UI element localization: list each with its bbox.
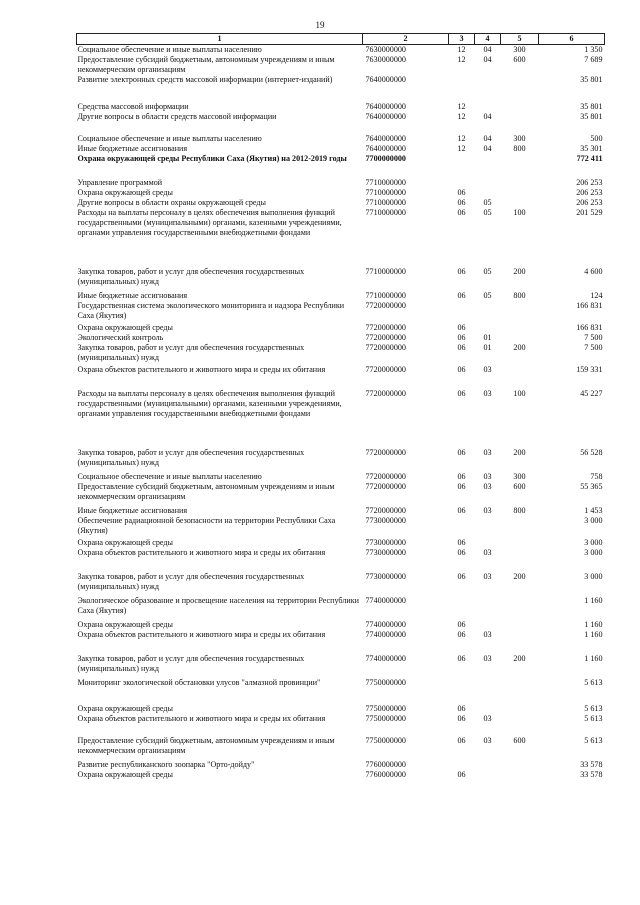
row-expense-type: 800 [513, 144, 526, 153]
row-code: 7720000000 [365, 323, 406, 332]
row-code: 7750000000 [365, 704, 406, 713]
header-col-3: 3 [449, 34, 475, 45]
row-section: 06 [457, 198, 466, 207]
table-row [77, 472, 605, 482]
row-name: Социальное обеспечение и иные выплаты населению [77, 134, 262, 143]
row-code: 7700000000 [365, 154, 406, 163]
row-section: 06 [457, 343, 466, 352]
row-expense-type [501, 365, 539, 389]
row-subsection: 03 [483, 506, 492, 515]
row-amount: 206 253 [576, 198, 603, 207]
row-expense-type: 800 [513, 291, 526, 300]
row-code: 7720000000 [365, 482, 406, 491]
row-expense-type [501, 704, 539, 714]
table-row [77, 144, 605, 154]
row-section: 06 [457, 630, 466, 639]
table-row [77, 112, 605, 134]
row-amount: 55 365 [580, 482, 603, 491]
row-subsection: 03 [483, 714, 492, 723]
table-row [77, 102, 605, 112]
row-subsection [475, 188, 501, 198]
header-col-4: 4 [475, 34, 501, 45]
row-name: Охрана окружающей среды Республики Саха (Якутия) на 2012-2019 годы [77, 154, 347, 163]
row-expense-type [501, 620, 539, 630]
row-code: 7640000000 [365, 102, 406, 111]
row-amount: 1 160 [584, 620, 603, 629]
row-expense-type: 200 [513, 343, 526, 352]
row-code: 7720000000 [365, 301, 406, 310]
row-subsection: 03 [483, 389, 492, 398]
row-code: 7750000000 [365, 714, 406, 723]
table-row [77, 323, 605, 333]
row-subsection: 03 [483, 736, 492, 745]
row-section: 06 [457, 323, 466, 332]
row-section [449, 678, 475, 704]
row-subsection [475, 770, 501, 780]
row-amount: 5 613 [584, 736, 603, 745]
row-section: 06 [457, 333, 466, 342]
table-row [77, 714, 605, 736]
row-amount: 33 578 [580, 770, 603, 779]
row-expense-type [501, 75, 539, 102]
row-name: Охрана объектов растительного и животного мира и среды их обитания [77, 548, 326, 557]
row-subsection [475, 178, 501, 188]
row-code: 7750000000 [365, 736, 406, 745]
row-section [449, 301, 475, 323]
row-name: Закупка товаров, работ и услуг для обеспечения государственных (муниципальных) нужд [77, 654, 305, 673]
row-code: 7720000000 [365, 389, 406, 398]
row-subsection: 04 [483, 55, 492, 64]
header-col-6: 6 [539, 34, 605, 45]
table-row [77, 198, 605, 208]
row-name: Охрана окружающей среды [77, 770, 173, 779]
table-row [77, 516, 605, 538]
row-name: Охрана окружающей среды [77, 323, 173, 332]
row-name: Средства массовой информации [77, 102, 189, 111]
row-expense-type [501, 538, 539, 548]
row-amount: 7 500 [584, 333, 603, 342]
row-name: Экологическое образование и просвещение населения на территории Республики Саха (Якутия) [77, 596, 359, 615]
row-amount: 3 000 [584, 572, 603, 581]
table-row [77, 678, 605, 704]
row-section: 12 [457, 144, 466, 153]
row-amount: 35 801 [580, 75, 603, 84]
row-subsection: 04 [483, 112, 492, 121]
row-section [449, 75, 475, 102]
row-name: Закупка товаров, работ и услуг для обеспечения государственных (муниципальных) нужд [77, 572, 305, 591]
row-section: 06 [457, 770, 466, 779]
row-name: Другие вопросы в области средств массовой информации [77, 112, 277, 121]
row-subsection [475, 678, 501, 704]
table-row [77, 482, 605, 506]
row-amount: 159 331 [576, 365, 603, 374]
row-section: 12 [457, 45, 466, 54]
row-name: Охрана окружающей среды [77, 538, 173, 547]
row-expense-type: 800 [513, 506, 526, 515]
table-row [77, 548, 605, 572]
row-name: Охрана окружающей среды [77, 704, 173, 713]
row-section: 06 [457, 538, 466, 547]
table-row [77, 736, 605, 760]
row-amount: 35 801 [580, 102, 603, 111]
table-row [77, 178, 605, 188]
table-row [77, 333, 605, 343]
row-name: Охрана объектов растительного и животного мира и среды их обитания [77, 630, 326, 639]
row-section [449, 154, 475, 178]
row-subsection: 03 [483, 654, 492, 663]
row-name: Охрана объектов растительного и животного мира и среды их обитания [77, 365, 326, 374]
row-name: Мониторинг экологической обстановки улусов "алмазной провинции" [77, 678, 321, 687]
row-subsection [475, 301, 501, 323]
header-col-1: 1 [77, 34, 363, 45]
row-amount: 758 [590, 472, 603, 481]
row-subsection [475, 75, 501, 102]
row-subsection: 01 [483, 343, 492, 352]
row-name: Расходы на выплаты персоналу в целях обеспечения выполнения функций государственными (муниципальными) органами, казенными учреждениями, органами управления государственными внебюджетными фондами [77, 208, 342, 237]
row-expense-type: 300 [513, 134, 526, 143]
row-code: 7730000000 [365, 516, 406, 525]
row-name: Иные бюджетные ассигнования [77, 144, 188, 153]
row-subsection [475, 704, 501, 714]
row-amount: 1 160 [584, 630, 603, 639]
row-subsection: 05 [483, 267, 492, 276]
row-section [449, 596, 475, 620]
row-section: 12 [457, 102, 466, 111]
row-code: 7720000000 [365, 472, 406, 481]
row-expense-type [501, 178, 539, 188]
row-name: Предоставление субсидий бюджетным, автономным учреждениям и иным некоммерческим организациям [77, 736, 335, 755]
table-row [77, 188, 605, 198]
row-name: Расходы на выплаты персоналу в целях обеспечения выполнения функций государственными (муниципальными) органами, казенными учреждениями, органами управления государственными внебюджетными фондами [77, 389, 342, 418]
table-row [77, 620, 605, 630]
row-code: 7740000000 [365, 654, 406, 663]
row-amount: 772 411 [576, 154, 603, 163]
row-amount: 5 613 [584, 678, 603, 687]
row-section: 12 [457, 55, 466, 64]
row-amount: 1 160 [584, 654, 603, 663]
row-code: 7760000000 [365, 760, 406, 769]
row-amount: 1 160 [584, 596, 603, 605]
row-expense-type [501, 714, 539, 736]
table-row [77, 267, 605, 291]
row-subsection: 03 [483, 448, 492, 457]
row-expense-type [501, 333, 539, 343]
row-amount: 5 613 [584, 714, 603, 723]
table-row [77, 134, 605, 144]
row-section: 12 [457, 134, 466, 143]
row-amount: 5 613 [584, 704, 603, 713]
row-amount: 33 578 [580, 760, 603, 769]
table-row [77, 630, 605, 654]
row-name: Развитие республиканского зоопарка "Орто-дойду" [77, 760, 255, 769]
page-number: 19 [315, 20, 325, 30]
row-code: 7720000000 [365, 343, 406, 352]
row-subsection [475, 323, 501, 333]
row-expense-type: 200 [513, 654, 526, 663]
row-amount: 166 831 [576, 323, 603, 332]
table-row [77, 770, 605, 780]
table-row [77, 389, 605, 448]
row-amount: 35 801 [580, 112, 603, 121]
row-subsection: 03 [483, 572, 492, 581]
row-code: 7720000000 [365, 365, 406, 374]
row-expense-type: 600 [513, 55, 526, 64]
row-subsection [475, 760, 501, 770]
table-row [77, 154, 605, 178]
row-name: Охрана объектов растительного и животного мира и среды их обитания [77, 714, 326, 723]
row-amount: 56 528 [580, 448, 603, 457]
row-section: 06 [457, 291, 466, 300]
table-row [77, 760, 605, 770]
row-code: 7740000000 [365, 620, 406, 629]
row-subsection [475, 596, 501, 620]
row-amount: 124 [590, 291, 603, 300]
row-expense-type [501, 548, 539, 572]
row-expense-type: 200 [513, 572, 526, 581]
row-subsection: 03 [483, 365, 492, 374]
row-amount: 4 600 [584, 267, 603, 276]
row-name: Предоставление субсидий бюджетным, автономным учреждениям и иным некоммерческим организациям [77, 55, 335, 74]
row-name: Иные бюджетные ассигнования [77, 291, 188, 300]
row-section: 06 [457, 620, 466, 629]
row-code: 7630000000 [365, 45, 406, 54]
row-subsection [475, 538, 501, 548]
row-code: 7710000000 [365, 267, 406, 276]
row-subsection: 03 [483, 482, 492, 491]
table-row [77, 506, 605, 516]
table-row [77, 291, 605, 301]
row-code: 7710000000 [365, 188, 406, 197]
row-expense-type: 600 [513, 482, 526, 491]
row-expense-type [501, 102, 539, 112]
row-amount: 500 [590, 134, 603, 143]
row-code: 7730000000 [365, 572, 406, 581]
row-code: 7710000000 [365, 178, 406, 187]
row-section: 06 [457, 506, 466, 515]
row-code: 7760000000 [365, 770, 406, 779]
row-section: 06 [457, 448, 466, 457]
row-name: Развитие электронных средств массовой информации (интернет-изданий) [77, 75, 333, 84]
row-name: Закупка товаров, работ и услуг для обеспечения государственных (муниципальных) нужд [77, 343, 305, 362]
table-row [77, 704, 605, 714]
row-section [449, 178, 475, 188]
table-row [77, 572, 605, 596]
row-name: Социальное обеспечение и иные выплаты населению [77, 45, 262, 54]
row-subsection [475, 154, 501, 178]
row-code: 7750000000 [365, 678, 406, 687]
row-name: Охрана окружающей среды [77, 188, 173, 197]
row-section [449, 760, 475, 770]
table-body [77, 45, 605, 781]
row-expense-type [501, 112, 539, 134]
row-code: 7730000000 [365, 548, 406, 557]
row-code: 7710000000 [365, 198, 406, 207]
row-expense-type [501, 596, 539, 620]
table-row [77, 596, 605, 620]
row-amount: 7 500 [584, 343, 603, 352]
row-name: Обеспечение радиационной безопасности на территории Республики Саха (Якутия) [77, 516, 336, 535]
row-section: 06 [457, 267, 466, 276]
row-expense-type [501, 760, 539, 770]
row-amount: 45 227 [580, 389, 603, 398]
row-expense-type [501, 154, 539, 178]
row-name: Управление программой [77, 178, 163, 187]
row-expense-type [501, 198, 539, 208]
row-expense-type [501, 188, 539, 198]
row-subsection: 05 [483, 208, 492, 217]
row-expense-type: 300 [513, 45, 526, 54]
row-expense-type [501, 323, 539, 333]
row-name: Иные бюджетные ассигнования [77, 506, 188, 515]
row-expense-type [501, 630, 539, 654]
row-subsection: 01 [483, 333, 492, 342]
row-code: 7720000000 [365, 333, 406, 342]
row-code: 7640000000 [365, 75, 406, 84]
row-code: 7630000000 [365, 55, 406, 64]
row-amount: 7 689 [584, 55, 603, 64]
row-subsection: 03 [483, 548, 492, 557]
row-amount: 3 000 [584, 538, 603, 547]
row-subsection: 04 [483, 144, 492, 153]
table-row [77, 45, 605, 56]
row-section: 06 [457, 704, 466, 713]
row-section: 06 [457, 188, 466, 197]
row-name: Предоставление субсидий бюджетным, автономным учреждениям и иным некоммерческим организациям [77, 482, 335, 501]
table-row [77, 365, 605, 389]
table-row [77, 55, 605, 75]
row-subsection [475, 102, 501, 112]
row-code: 7710000000 [365, 291, 406, 300]
row-amount: 3 000 [584, 516, 603, 525]
row-subsection: 04 [483, 134, 492, 143]
header-col-5: 5 [501, 34, 539, 45]
row-expense-type: 100 [513, 208, 526, 217]
row-code: 7720000000 [365, 506, 406, 515]
row-code: 7640000000 [365, 112, 406, 121]
row-section: 06 [457, 365, 466, 374]
table-row [77, 343, 605, 365]
row-section: 12 [457, 112, 466, 121]
row-subsection [475, 516, 501, 538]
row-code: 7720000000 [365, 448, 406, 457]
row-subsection: 03 [483, 630, 492, 639]
row-code: 7740000000 [365, 596, 406, 605]
row-section: 06 [457, 736, 466, 745]
row-expense-type: 200 [513, 448, 526, 457]
row-name: Социальное обеспечение и иные выплаты населению [77, 472, 262, 481]
row-amount: 35 301 [580, 144, 603, 153]
row-section: 06 [457, 472, 466, 481]
row-section: 06 [457, 208, 466, 217]
row-amount: 206 253 [576, 178, 603, 187]
row-amount: 1 453 [584, 506, 603, 515]
row-subsection: 05 [483, 291, 492, 300]
row-section: 06 [457, 654, 466, 663]
row-section: 06 [457, 572, 466, 581]
row-name: Другие вопросы в области охраны окружающей среды [77, 198, 266, 207]
row-code: 7710000000 [365, 208, 406, 217]
row-amount: 201 529 [576, 208, 603, 217]
row-expense-type: 100 [513, 389, 526, 398]
table-row [77, 75, 605, 102]
budget-table [76, 33, 605, 780]
row-name: Закупка товаров, работ и услуг для обеспечения государственных (муниципальных) нужд [77, 448, 305, 467]
row-expense-type [501, 516, 539, 538]
table-row [77, 654, 605, 678]
row-subsection: 05 [483, 198, 492, 207]
row-expense-type [501, 770, 539, 780]
row-amount: 166 831 [576, 301, 603, 310]
row-code: 7640000000 [365, 144, 406, 153]
row-code: 7640000000 [365, 134, 406, 143]
table-row [77, 538, 605, 548]
row-amount: 206 253 [576, 188, 603, 197]
header-col-2: 2 [363, 34, 449, 45]
row-expense-type: 200 [513, 267, 526, 276]
header-row [77, 34, 605, 45]
row-code: 7730000000 [365, 538, 406, 547]
row-subsection: 04 [483, 45, 492, 54]
row-expense-type: 600 [513, 736, 526, 745]
table-row [77, 301, 605, 323]
row-subsection: 03 [483, 472, 492, 481]
row-section: 06 [457, 548, 466, 557]
row-subsection [475, 620, 501, 630]
row-name: Государственная система экологического мониторинга и надзора Республики Саха (Якутия) [77, 301, 345, 320]
row-name: Закупка товаров, работ и услуг для обеспечения государственных (муниципальных) нужд [77, 267, 305, 286]
row-expense-type: 300 [513, 472, 526, 481]
row-code: 7740000000 [365, 630, 406, 639]
row-section: 06 [457, 482, 466, 491]
table-row [77, 448, 605, 472]
row-name: Экологический контроль [77, 333, 164, 342]
row-section [449, 516, 475, 538]
row-expense-type [501, 678, 539, 704]
table-row [77, 208, 605, 267]
row-name: Охрана окружающей среды [77, 620, 173, 629]
row-expense-type [501, 301, 539, 323]
row-section: 06 [457, 714, 466, 723]
row-section: 06 [457, 389, 466, 398]
row-amount: 1 350 [584, 45, 603, 54]
row-amount: 3 000 [584, 548, 603, 557]
